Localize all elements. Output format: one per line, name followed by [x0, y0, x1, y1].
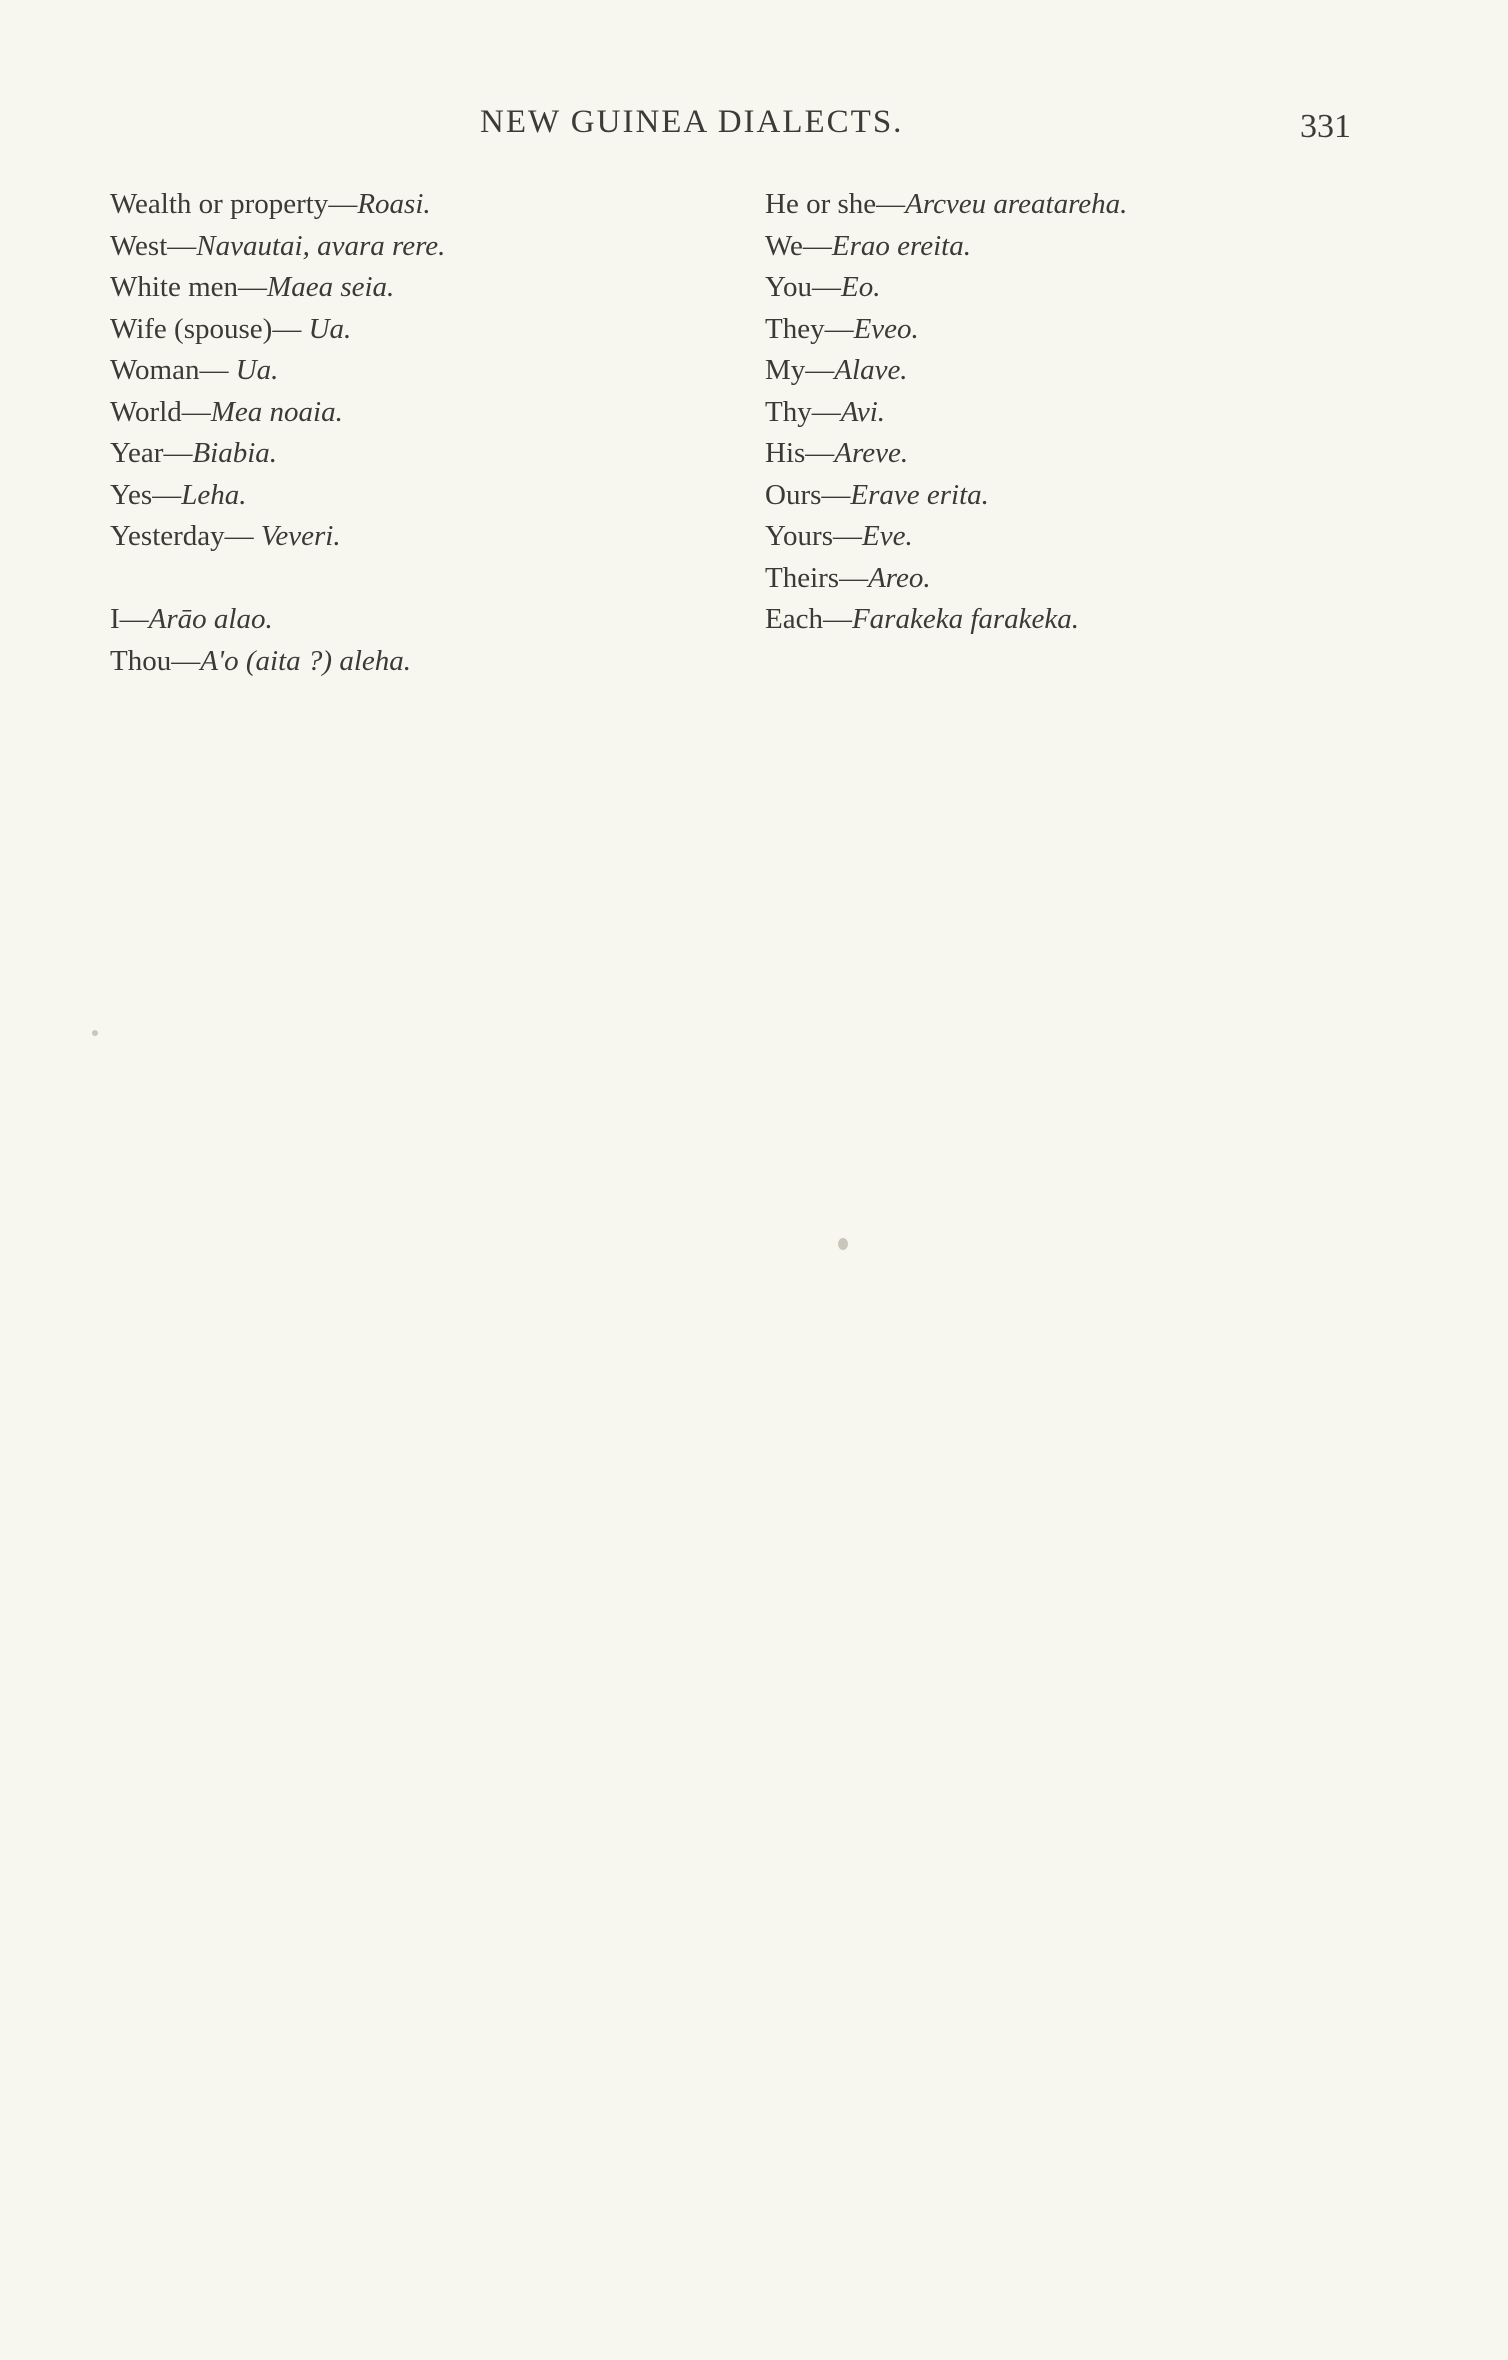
english-term: West: [110, 229, 168, 262]
dialect-gloss: Biabia.: [192, 437, 278, 469]
english-term: They: [765, 312, 825, 345]
english-term: White men: [110, 271, 239, 303]
english-term: Year: [110, 437, 164, 469]
vocab-entry: [765, 309, 1325, 351]
vocab-entry: [110, 226, 670, 268]
entry-dash: —: [328, 188, 358, 220]
entry-dash: —: [821, 478, 851, 511]
entry-dash: —: [839, 561, 869, 594]
dialect-gloss: Areo.: [868, 561, 931, 594]
english-term: Woman: [110, 354, 200, 386]
vocab-entry: [765, 475, 1325, 517]
vocab-entry: [110, 392, 670, 434]
english-term: Yesterday: [110, 520, 225, 552]
dialect-gloss: Arcveu areatareha.: [905, 188, 1128, 220]
english-term: Thy: [765, 395, 812, 428]
vocab-entry: [765, 184, 1325, 226]
english-term: Yes: [110, 478, 153, 511]
vocab-entry: [765, 599, 1325, 641]
dialect-gloss: Eo.: [841, 271, 881, 303]
dialect-gloss: Mea noaia.: [210, 395, 343, 428]
entry-dash: —: [802, 229, 832, 262]
vocab-entry: [765, 226, 1325, 268]
entry-dash: —: [167, 229, 197, 262]
english-term: Theirs: [765, 561, 840, 594]
vocab-entry: [110, 599, 670, 641]
dialect-gloss: Arāo alao.: [148, 603, 273, 635]
dialect-gloss: Avi.: [840, 395, 886, 428]
english-term: World: [110, 395, 182, 428]
vocabulary-column-right: [765, 184, 1325, 641]
vocab-entry: [765, 516, 1325, 558]
dialect-gloss: Maea seia.: [267, 271, 395, 303]
vocab-entry: [110, 309, 670, 351]
entry-dash: —: [822, 603, 852, 635]
dialect-gloss: Eve.: [861, 520, 913, 552]
entry-dash: —: [812, 271, 842, 303]
english-term: Each: [765, 603, 823, 635]
dialect-gloss: Veveri.: [260, 520, 341, 552]
running-head: NEW GUINEA DIALECTS.: [480, 104, 904, 140]
english-term: He or she: [765, 188, 877, 220]
page-number: 331: [1300, 108, 1351, 145]
entry-dash: —: [811, 395, 841, 428]
vocab-entry: [765, 558, 1325, 600]
dialect-gloss: Areve.: [834, 437, 909, 469]
dialect-gloss: Roasi.: [357, 188, 431, 220]
paper-speck: [838, 1238, 848, 1250]
entry-dash: —: [805, 354, 835, 386]
english-term: Thou: [110, 644, 172, 677]
english-term: Wealth or property: [110, 188, 329, 220]
entry-dash: —: [876, 188, 906, 220]
vocab-entry: [110, 267, 670, 309]
english-term: You: [765, 271, 813, 303]
entry-dash: —: [171, 644, 201, 677]
english-term: Ours: [765, 478, 822, 511]
dialect-gloss: Eveo.: [853, 312, 919, 345]
dialect-gloss: Erave erita.: [850, 478, 989, 511]
english-term: His: [765, 437, 806, 469]
entry-dash: —: [199, 354, 236, 386]
vocab-entry: [765, 433, 1325, 475]
vocab-entry: [765, 392, 1325, 434]
entry-dash: —: [163, 437, 193, 469]
english-term: Wife (spouse): [110, 312, 273, 345]
entry-dash: —: [238, 271, 268, 303]
entry-dash: —: [224, 520, 261, 552]
entry-dash: —: [119, 603, 149, 635]
dialect-gloss: Ua.: [308, 312, 352, 345]
entry-dash: —: [152, 478, 182, 511]
vocabulary-column-left: [110, 184, 670, 682]
vocab-entry: [110, 475, 670, 517]
dialect-gloss: Alave.: [834, 354, 908, 386]
english-term: Yours: [765, 520, 833, 552]
dialect-gloss: Navautai, avara rere.: [196, 229, 446, 262]
english-term: My: [765, 354, 806, 386]
dialect-gloss: Leha.: [181, 478, 247, 511]
english-term: I: [110, 603, 120, 635]
vocab-entry: [765, 350, 1325, 392]
vocab-entry: [110, 184, 670, 226]
vocab-entry: [110, 350, 670, 392]
vocab-entry: [765, 267, 1325, 309]
entry-dash: —: [272, 312, 309, 345]
entry-dash: —: [824, 312, 854, 345]
entry-dash: —: [805, 437, 835, 469]
dialect-gloss: Erao ereita.: [831, 229, 971, 262]
dialect-gloss: Farakeka farakeka.: [851, 603, 1080, 635]
paper-speck: [92, 1030, 98, 1036]
vocab-entry: [110, 641, 670, 683]
english-term: We: [765, 229, 803, 262]
dialect-gloss: A'o (aita ?) aleha.: [200, 644, 411, 677]
entry-dash: —: [832, 520, 862, 552]
vocab-entry: [110, 516, 670, 558]
vocab-entry: [110, 433, 670, 475]
dialect-gloss: Ua.: [235, 354, 279, 386]
entry-dash: —: [181, 395, 211, 428]
